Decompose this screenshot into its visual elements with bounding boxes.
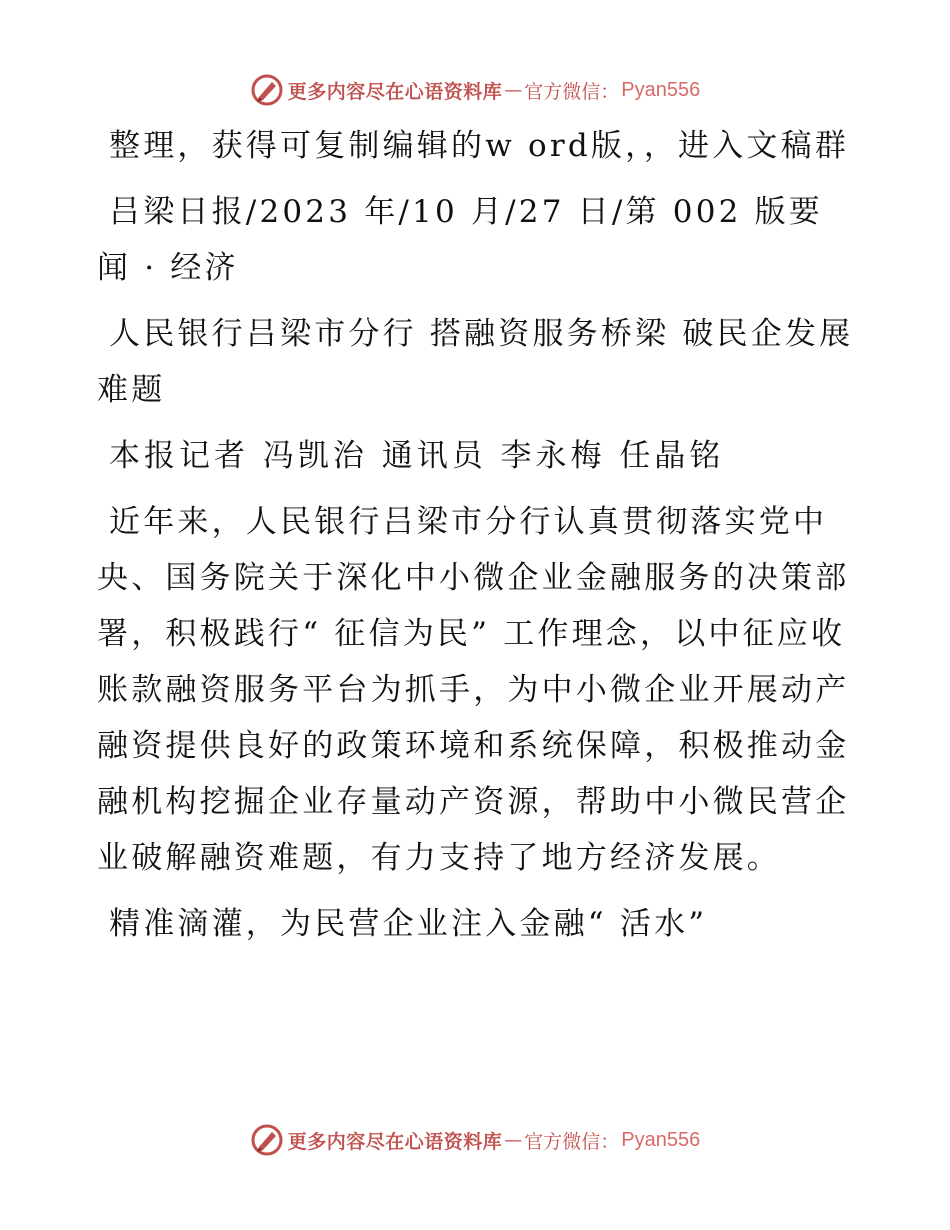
watermark-official-label: 官方微信： — [524, 80, 620, 103]
section-heading: 精准滴灌，为民营企业注入金融“ 活水” — [109, 906, 708, 942]
watermark-main-text: 更多内容尽在心语资料库 — [287, 80, 503, 103]
lead-paragraph: 近年来，人民银行吕梁市分行认真贯彻落实党中央、国务院关于深化中小微企业金融服务的决策部署，积极践行“ 征信为民” 工作理念，以中征应收账款融资服务平台为抓手，为中小微企业开展动产融资提供良好的政策环境和系统保障，积极推动金融机构挖掘企业存量动产资源，帮助中小微民营企业破解融资难题，有力支持了地方经济发展。 — [97, 504, 850, 876]
source-line: 吕梁日报/2023 年/10 月/27 日/第 002 版要闻 · 经济 — [97, 194, 824, 286]
header-watermark — [0, 70, 950, 110]
watermark-wechat-id: Pyan556 — [621, 78, 701, 101]
byline: 本报记者 冯凯治 通讯员 李永梅 任晶铭 — [109, 438, 725, 474]
watermark-official-label: 官方微信： — [524, 1130, 620, 1153]
watermark-main-text: 更多内容尽在心语资料库 — [287, 1130, 503, 1153]
footer-watermark — [0, 1120, 950, 1160]
article-title: 人民银行吕梁市分行 搭融资服务桥梁 破民企发展难题 — [97, 316, 854, 408]
pen-logo-icon — [250, 1123, 284, 1157]
intro-note: 整理，获得可复制编辑的w ord版，，进入文稿群 — [109, 128, 850, 164]
watermark-dash: — — [504, 79, 523, 101]
document-body — [97, 118, 857, 962]
watermark-wechat-id: Pyan556 — [621, 1128, 701, 1151]
watermark-dash: — — [504, 1129, 523, 1151]
pen-logo-icon — [250, 73, 284, 107]
